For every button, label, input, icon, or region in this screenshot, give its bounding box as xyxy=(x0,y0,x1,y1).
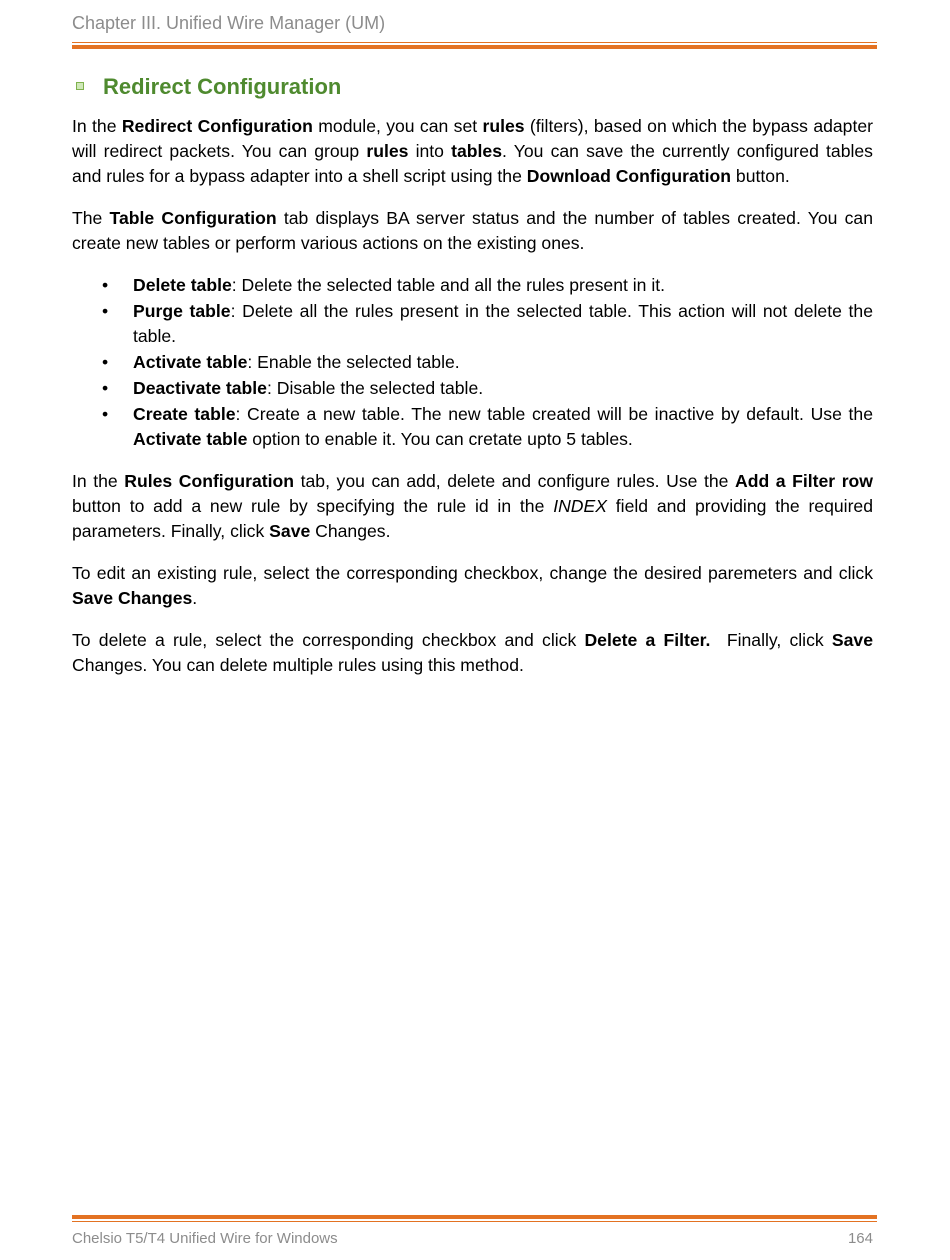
paragraph-table-config: The Table Configuration tab displays BA server status and the number of tables created. You can create new tables or perform various actions on the existing ones. xyxy=(72,208,873,253)
footer-doc-title: Chelsio T5/T4 Unified Wire for Windows xyxy=(72,1230,338,1247)
bullet-icon: • xyxy=(102,301,109,321)
header-rule-thick xyxy=(72,45,877,49)
body-content xyxy=(72,114,878,695)
heading-bullet-icon xyxy=(76,82,84,90)
list-item: • Create table: Create a new table. The new table created will be inactive by default. Use the Activate table option to enable it. You can cretate upto 5 tables. xyxy=(102,404,874,449)
list-item: • Activate table: Enable the selected table. xyxy=(72,350,873,375)
section-title: Redirect Configuration xyxy=(103,74,342,99)
bullet-icon: • xyxy=(102,352,109,372)
list-item: • Delete table: Delete the selected table and all the rules present in it. xyxy=(72,273,873,298)
table-actions-list xyxy=(72,273,873,452)
footer-rule-thick xyxy=(72,1215,877,1219)
list-item: • Deactivate table: Disable the selected table. xyxy=(72,376,873,401)
header-rule-thin xyxy=(72,42,877,43)
bullet-icon: • xyxy=(102,275,109,295)
page-number: 164 xyxy=(847,1230,873,1247)
running-header: Chapter III. Unified Wire Manager (UM) xyxy=(72,13,386,33)
paragraph-rules-config: In the Rules Configuration tab, you can add, delete and configure rules. Use the Add a Filter row button to add a new rule by specifying the rule id in the INDEX field and providing the required parameters. Finally, click Save Changes. xyxy=(72,471,873,541)
paragraph-intro: In the Redirect Configuration module, you can set rules (filters), based on which the bypass adapter will redirect packets. You can group rules into tables. You can save the currently configured tables and rules for a bypass adapter into a shell script using the Download Configuration button. xyxy=(72,116,874,186)
bullet-icon: • xyxy=(102,404,109,424)
bullet-icon: • xyxy=(102,378,109,398)
footer-rule-thin xyxy=(72,1221,877,1222)
section-heading xyxy=(76,74,341,100)
paragraph-delete-rule: To delete a rule, select the corresponding checkbox and click Delete a Filter. Finally, click Save Changes. You can delete multiple rules using this method. xyxy=(72,630,878,675)
list-item: • Purge table: Delete all the rules present in the selected table. This action will not delete the table. xyxy=(102,301,873,346)
paragraph-edit-rule: To edit an existing rule, select the corresponding checkbox, change the desired paremeters and click Save Changes. xyxy=(72,563,873,608)
